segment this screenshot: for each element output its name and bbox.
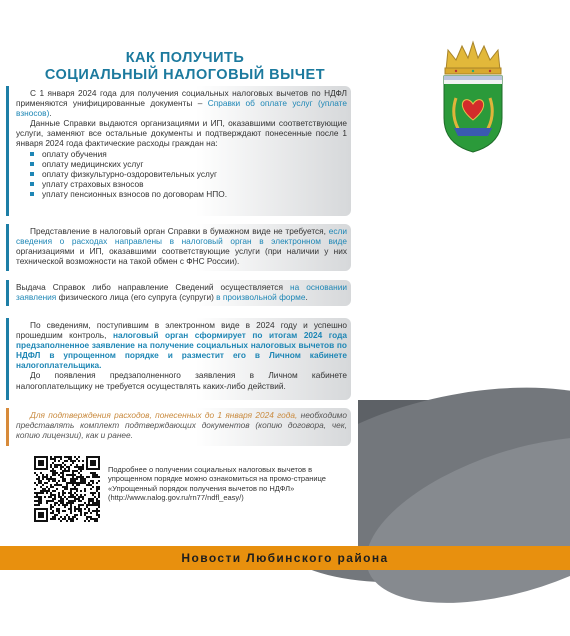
text: .	[49, 108, 52, 119]
block-paragraph	[16, 320, 347, 370]
block-paragraph: До появления предзаполненного заявления в Личном кабинете налогоплательщику не требуется осуществлять каких-либо действий.	[16, 370, 347, 391]
list-item: уплату пенсионных взносов по договорам НПО.	[42, 189, 347, 199]
info-block-application	[6, 280, 351, 306]
info-block-prefilled	[6, 318, 351, 400]
info-block-documents	[6, 86, 351, 216]
list-item: оплату обучения	[42, 149, 347, 159]
expense-list	[16, 149, 347, 199]
emblem-icon	[438, 40, 508, 166]
footer-banner: Новости Любинского района	[0, 546, 570, 570]
block-paragraph	[16, 282, 347, 302]
list-item: уплату страховых взносов	[42, 179, 347, 189]
block-accent-bar	[6, 280, 9, 306]
qr-code-image	[34, 456, 100, 522]
text: С 1 января 2024 года для получения социальных налоговых вычетов по НДФЛ применяются унифицированные документы –	[16, 88, 347, 109]
text: необходимо представлять комплект подтверждающих документов (копию договора, чек, копию лицензии), как и ранее.	[16, 410, 347, 441]
more-info-text	[108, 465, 348, 502]
qr-code[interactable]	[34, 456, 100, 522]
text: По сведениям, поступившим в электронном виде в 2024 году и успешно прошедшим контроль,	[16, 320, 347, 341]
block-paragraph: Данные Справки выдаются организациями и ИП, оказавшими соответствующие услуги, заменяют все остальные документы и подтверждают понесенные после 1 января 2024 года фактические расходы граждан на:	[16, 118, 347, 149]
text: .	[305, 292, 308, 303]
text: Выдача Справок либо направление Сведений осуществляется	[16, 282, 290, 292]
spravka-link-text: Справки об оплате услуг (уплате взносов)	[16, 98, 347, 119]
block-accent-bar	[6, 224, 9, 271]
highlight-text: если сведения о расходах направлены в налоговый орган в электронном виде	[16, 226, 347, 247]
promo-page-url[interactable]: (http://www.nalog.gov.ru/rn77/ndfl_easy/)	[108, 492, 244, 502]
title-line-2: СОЦИАЛЬНЫЙ НАЛОГОВЫЙ ВЫЧЕТ	[44, 67, 326, 83]
text: Представление в налоговый орган Справки в бумажном виде не требуется,	[30, 226, 329, 236]
list-item: оплату медицинских услуг	[42, 159, 347, 169]
text: организациями и ИП, оказавшими соответствующие услуги (при наличии у них технической возможности на такой обмен с ФНС России).	[16, 246, 347, 267]
highlight-text: налоговый орган сформирует по итогам 2024 года предзаполненное заявление на получение социальных налоговых вычетов по НДФЛ в упрощенном порядке и разместит его в Личном кабинете налогоплательщика.	[16, 330, 347, 371]
block-paragraph	[16, 410, 347, 440]
title-line-1: КАК ПОЛУЧИТЬ	[125, 50, 245, 66]
block-paragraph	[16, 226, 347, 266]
page-title	[20, 50, 350, 84]
block-accent-bar	[6, 86, 9, 216]
list-item: оплату физкультурно-оздоровительных услуг	[42, 169, 347, 179]
block-accent-bar	[6, 408, 9, 446]
highlight-text: в произвольной форме	[216, 292, 306, 303]
block-paragraph	[16, 88, 347, 118]
highlight-text: на основании заявления	[16, 282, 347, 303]
info-block-before-2024	[6, 408, 351, 446]
text: физического лица (его супруга (супруги)	[56, 292, 217, 303]
text: Для подтверждения расходов, понесенных до 1 января 2024 года,	[30, 410, 298, 420]
text: Подробнее о получении социальных налоговых вычетов в упрощенном порядке можно ознакомиться на промо-странице	[108, 465, 326, 484]
block-accent-bar	[6, 318, 9, 400]
info-block-paper	[6, 224, 351, 271]
promo-page-title: «Упрощенный порядок получения вычетов по НДФЛ»	[108, 483, 295, 493]
coat-of-arms-emblem	[438, 40, 508, 166]
